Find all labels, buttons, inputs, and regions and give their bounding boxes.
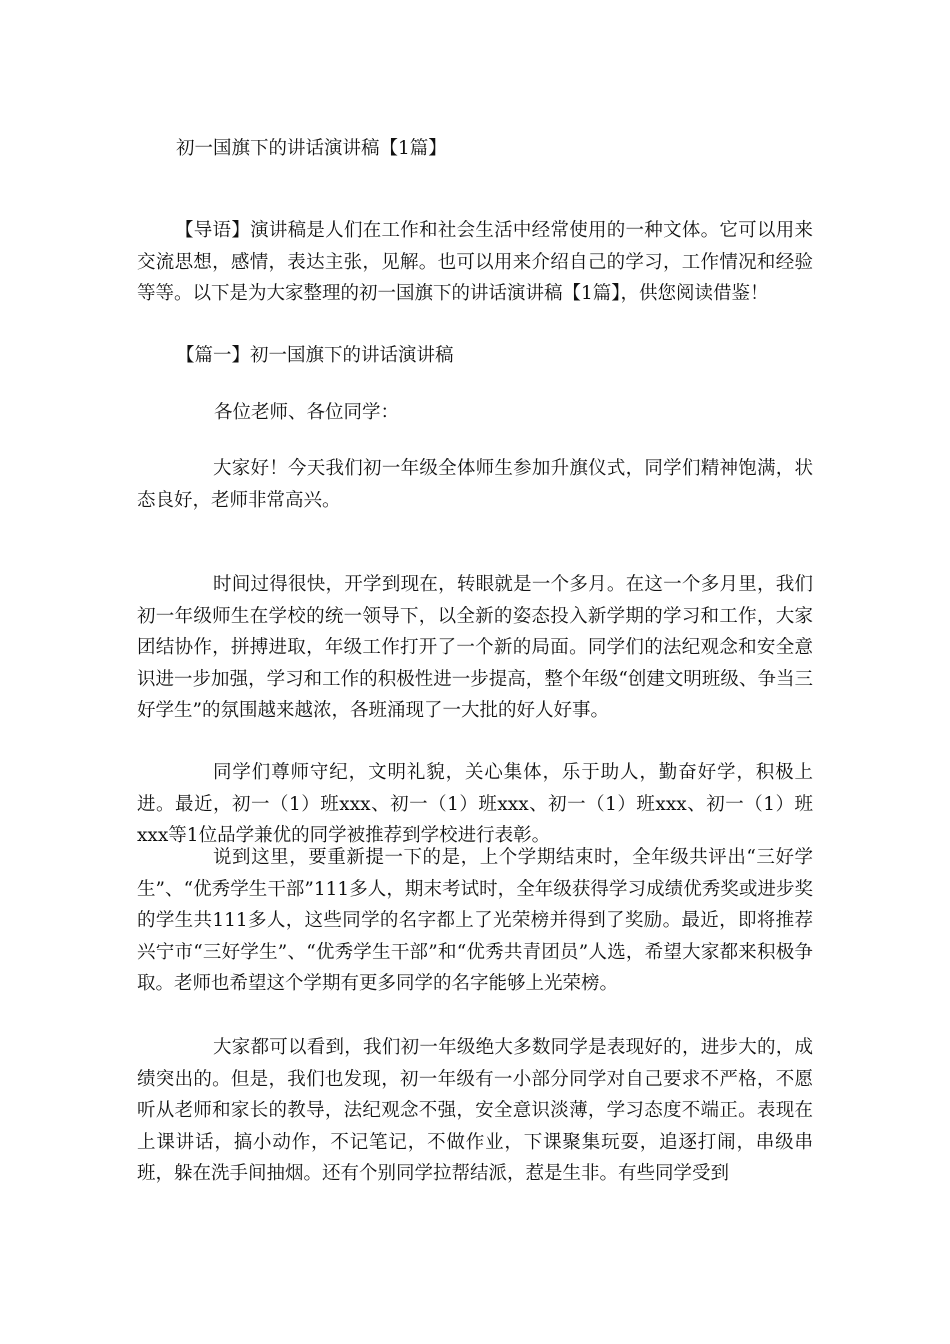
body-paragraph: 大家好！今天我们初一年级全体师生参加升旗仪式，同学们精神饱满，状态良好，老师非常高兴。 [137,458,813,511]
salutation: 各位老师、各位同学： [214,402,400,423]
section-heading: 【篇一】初一国旗下的讲话演讲稿 [176,345,454,366]
body-paragraph: 大家都可以看到，我们初一年级绝大多数同学是表现好的，进步大的，成绩突出的。但是，我们也发现，初一年级有一小部分同学对自己要求不严格，不愿听从老师和家长的教导，法纪观念不强，安全意识淡薄，学习态度不端正。表现在上课讲话，搞小动作，不记笔记，不做作业，下课聚集玩耍，追逐打闹，串级串班，躲在洗手间抽烟。还有个别同学拉帮结派，惹是生非。有些同学受到 [137,1037,813,1184]
body-paragraph: 说到这里，要重新提一下的是，上个学期结束时，全年级共评出“三好学生”、“优秀学生干部”111多人，期末考试时，全年级获得学习成绩优秀奖或进步奖的学生共111多人，这些同学的名字都上了光荣榜并得到了奖励。最近，即将推荐兴宁市“三好学生”、“优秀学生干部”和“优秀共青团员”人选，希望大家都来积极争取。老师也希望这个学期有更多同学的名字能够上光荣榜。 [137,847,813,994]
body-paragraph: 时间过得很快，开学到现在，转眼就是一个多月。在这一个多月里，我们初一年级师生在学校的统一领导下，以全新的姿态投入新学期的学习和工作，大家团结协作，拼搏进取，年级工作打开了一个新的局面。同学们的法纪观念和安全意识进一步加强，学习和工作的积极性进一步提高，整个年级“创建文明班级、争当三好学生”的氛围越来越浓，各班涌现了一大批的好人好事。 [137,574,813,721]
document-title: 初一国旗下的讲话演讲稿【1篇】 [176,138,447,159]
intro-paragraph: 【导语】演讲稿是人们在工作和社会生活中经常使用的一种文体。它可以用来交流思想，感情，表达主张，见解。也可以用来介绍自己的学习，工作情况和经验等等。以下是为大家整理的初一国旗下的讲话演讲稿【1篇】，供您阅读借鉴！ [137,220,813,304]
body-paragraph: 同学们尊师守纪，文明礼貌，关心集体，乐于助人，勤奋好学，积极上进。最近，初一（1）班xxx、初一（1）班xxx、初一（1）班xxx、初一（1）班xxx等1位品学兼优的同学被推荐到学校进行表彰。 [137,762,813,846]
